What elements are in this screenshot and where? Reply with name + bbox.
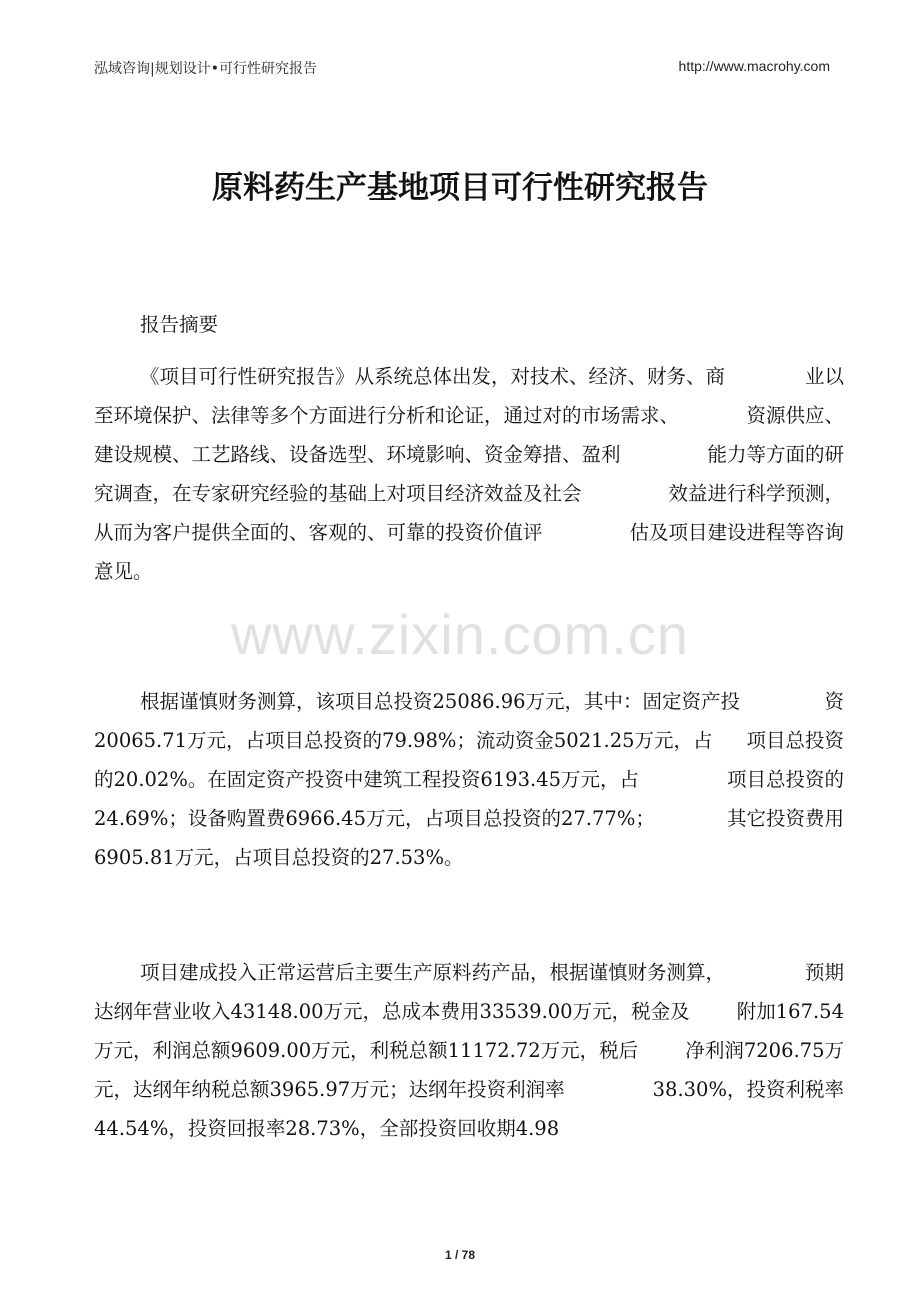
section-heading: 报告摘要 (140, 313, 219, 336)
paragraph-line: 20065.71万元，占项目总投资的79.98%；流动资金5021.25万元，占 项目总投资 (94, 729, 844, 752)
paragraph-line: 究调查，在专家研究经验的基础上对项目经济效益及社会 效益进行科学预测， (94, 482, 844, 505)
page-number: 1 / 78 (444, 1248, 476, 1262)
paragraph-line: 6905.81万元，占项目总投资的27.53%。 (94, 846, 464, 869)
document-title: 原料药生产基地项目可行性研究报告 (212, 170, 708, 206)
paragraph-line: 意见。 (94, 560, 153, 583)
paragraph-2 (94, 682, 844, 877)
paragraph-line: 万元，利润总额9609.00万元，利税总额11172.72万元，税后 净利润7206.75万 (94, 1039, 844, 1062)
header-left-text: 泓域咨询|规划设计•可行性研究报告 (94, 61, 317, 77)
paragraph-line: 24.69%；设备购置费6966.45万元，占项目总投资的27.77%； 其它投资费用 (94, 807, 844, 830)
paragraph-line: 达纲年营业收入43148.00万元，总成本费用33539.00万元，税金及 附加167.54 (94, 1000, 844, 1023)
paragraph-line: 《项目可行性研究报告》从系统总体出发，对技术、经济、财务、商 业以 (140, 365, 844, 388)
paragraph-line: 至环境保护、法律等多个方面进行分析和论证，通过对的市场需求、 资源供应、 (94, 404, 844, 427)
paragraph-3 (94, 953, 844, 1148)
paragraph-line: 项目建成投入正常运营后主要生产原料药产品，根据谨慎财务测算， 预期 (140, 961, 844, 984)
paragraph-line: 的20.02%。在固定资产投资中建筑工程投资6193.45万元，占 项目总投资的 (94, 768, 844, 791)
paragraph-1 (94, 357, 844, 591)
paragraph-line: 从而为客户提供全面的、客观的、可靠的投资价值评 估及项目建设进程等咨询 (94, 521, 844, 544)
paragraph-line: 44.54%，投资回报率28.73%，全部投资回收期4.98 (94, 1117, 560, 1140)
paragraph-line: 根据谨慎财务测算，该项目总投资25086.96万元，其中：固定资产投 资 (140, 690, 844, 713)
section-heading-block (94, 305, 844, 344)
watermark: www.zixin.com.cn (231, 603, 689, 666)
paragraph-line: 元，达纲年纳税总额3965.97万元；达纲年投资利润率 38.30%，投资利税率 (94, 1078, 844, 1101)
header-url[interactable]: http://www.macrohy.com (678, 58, 830, 74)
paragraph-line: 建设规模、工艺路线、设备选型、环境影响、资金筹措、盈利 能力等方面的研 (94, 443, 844, 466)
